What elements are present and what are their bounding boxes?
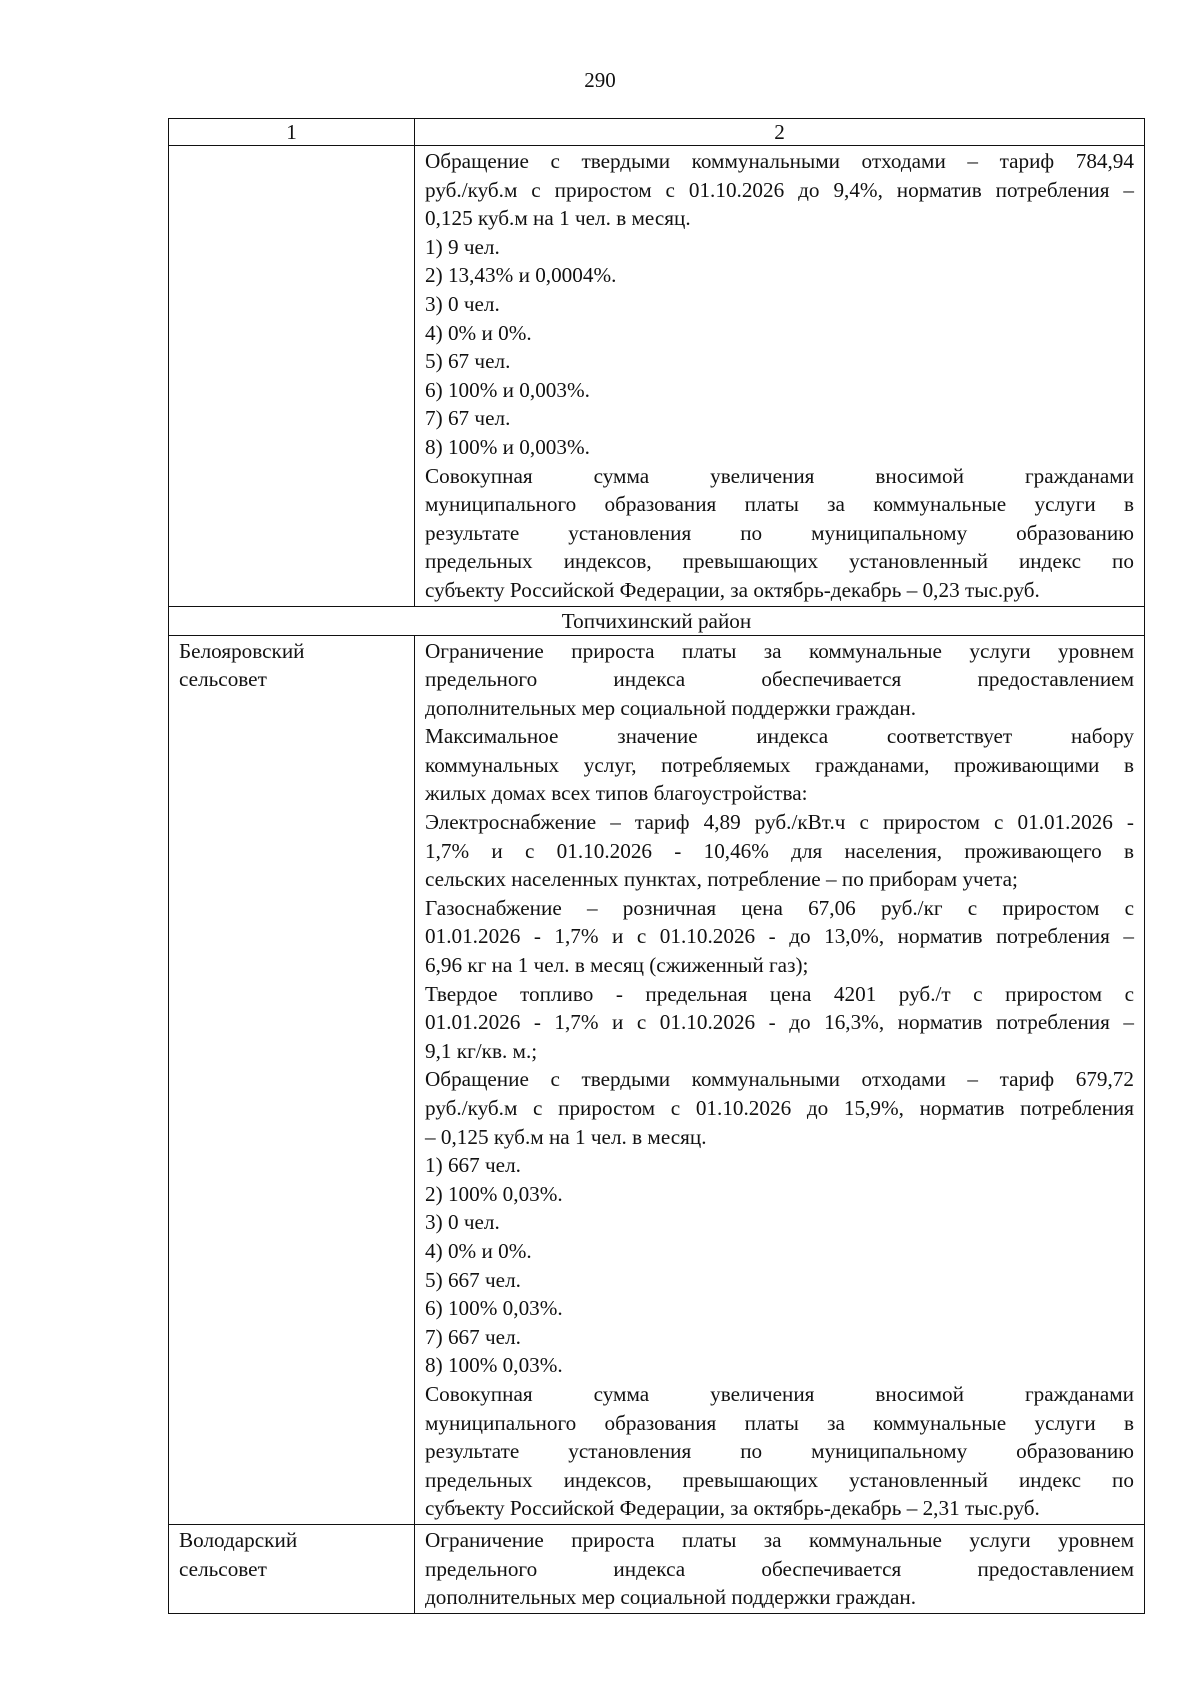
paragraph: [425, 404, 1134, 433]
text-line: субъекту Российской Федерации, за октябрь-декабрь – 0,23 тыс.руб.: [425, 577, 1040, 602]
paragraph: [425, 1323, 1134, 1352]
text-line: предельных индексов, превышающих установленный индекс по: [425, 549, 1134, 574]
table-row-beloyarovsky: [169, 635, 1145, 1524]
text-line: коммунальных услуг, потребляемых гражданами, проживающими в: [425, 752, 1134, 777]
text-line: 8) 100% и 0,003%.: [425, 434, 590, 459]
paragraph: [425, 233, 1134, 262]
text-line: дополнительных мер социальной поддержки граждан.: [425, 1585, 917, 1610]
text-line: 2) 100% 0,03%.: [425, 1181, 563, 1206]
text-line: Ограничение прироста платы за коммунальные услуги уровнем: [425, 1527, 1134, 1552]
settlement-name-cell: [169, 635, 415, 1524]
paragraph: [425, 319, 1134, 348]
text-line: Газоснабжение – розничная цена 67,06 руб./кг с приростом с: [425, 895, 1134, 920]
paragraph: [425, 1151, 1134, 1180]
text-line: предельного индекса обеспечивается предоставлением: [425, 667, 1134, 692]
paragraph: [425, 1266, 1134, 1295]
paragraph: [425, 894, 1134, 980]
paragraph: [425, 1065, 1134, 1151]
text-line: 1) 667 чел.: [425, 1153, 521, 1178]
text-line: 01.01.2026 - 1,7% и с 01.10.2026 - до 13,0%, норматив потребления –: [425, 924, 1134, 949]
text-line: предельных индексов, превышающих установленный индекс по: [425, 1467, 1134, 1492]
table-header-row: [169, 119, 1145, 146]
text-line: Обращение с твердыми коммунальными отходами – тариф 679,72: [425, 1067, 1134, 1092]
district-row: [169, 606, 1145, 635]
text-line: 6) 100% 0,03%.: [425, 1296, 563, 1321]
paragraph: [425, 290, 1134, 319]
text-line: 1,7% и с 01.10.2026 - 10,46% для населения, проживающего в: [425, 838, 1134, 863]
text-line: результате установления по муниципальному образованию: [425, 520, 1134, 545]
paragraph: [425, 1180, 1134, 1209]
paragraph: [425, 1351, 1134, 1380]
name-line: Володарский: [179, 1527, 298, 1552]
paragraph: [425, 376, 1134, 405]
text-line: результате установления по муниципальному образованию: [425, 1439, 1134, 1464]
text-line: 6,96 кг на 1 чел. в месяц (сжиженный газ);: [425, 953, 809, 978]
paragraph: [425, 1526, 1134, 1612]
text-line: Твердое топливо - предельная цена 4201 руб./т с приростом с: [425, 981, 1134, 1006]
text-line: Совокупная сумма увеличения вносимой гражданами: [425, 1381, 1134, 1406]
text-line: дополнительных мер социальной поддержки граждан.: [425, 695, 917, 720]
text-line: Электроснабжение – тариф 4,89 руб./кВт.ч с приростом с 01.01.2026 -: [425, 810, 1134, 835]
paragraph: [425, 261, 1134, 290]
paragraph: [425, 808, 1134, 894]
text-line: 6) 100% и 0,003%.: [425, 377, 590, 402]
description-cell: [415, 1524, 1145, 1613]
column-header-1: 1: [169, 119, 415, 146]
text-line: 01.01.2026 - 1,7% и с 01.10.2026 - до 16,3%, норматив потребления –: [425, 1010, 1134, 1035]
text-line: Ограничение прироста платы за коммунальные услуги уровнем: [425, 638, 1134, 663]
name-line: Белояровский: [179, 638, 305, 663]
text-line: 0,125 куб.м на 1 чел. в месяц.: [425, 206, 691, 231]
paragraph: [425, 347, 1134, 376]
paragraph: [425, 1380, 1134, 1523]
column-header-2: 2: [415, 119, 1145, 146]
name-line: сельсовет: [179, 1556, 267, 1581]
text-line: 9,1 кг/кв. м.;: [425, 1038, 538, 1063]
text-line: Совокупная сумма увеличения вносимой гражданами: [425, 463, 1134, 488]
paragraph: [425, 1294, 1134, 1323]
text-line: 1) 9 чел.: [425, 234, 500, 259]
text-line: 2) 13,43% и 0,0004%.: [425, 263, 617, 288]
text-line: 4) 0% и 0%.: [425, 320, 532, 345]
text-line: субъекту Российской Федерации, за октябрь-декабрь – 2,31 тыс.руб.: [425, 1496, 1040, 1521]
text-line: 3) 0 чел.: [425, 291, 500, 316]
settlement-name-cell: [169, 1524, 415, 1613]
paragraph: [425, 1237, 1134, 1266]
paragraph: [425, 637, 1134, 723]
tariff-table: [168, 118, 1145, 1614]
table-row-continued: [169, 146, 1145, 607]
text-line: предельного индекса обеспечивается предоставлением: [425, 1556, 1134, 1581]
paragraph: [425, 980, 1134, 1066]
text-line: жилых домах всех типов благоустройства:: [425, 781, 808, 806]
paragraph: [425, 433, 1134, 462]
text-line: 4) 0% и 0%.: [425, 1238, 532, 1263]
paragraph: [425, 1208, 1134, 1237]
district-title: Топчихинский район: [169, 606, 1145, 635]
text-line: Обращение с твердыми коммунальными отходами – тариф 784,94: [425, 149, 1134, 173]
paragraph: [425, 722, 1134, 808]
text-line: 7) 667 чел.: [425, 1324, 521, 1349]
text-line: 7) 67 чел.: [425, 406, 511, 431]
paragraph: [425, 462, 1134, 605]
text-line: сельских населенных пунктах, потребление – по приборам учета;: [425, 867, 1018, 892]
text-line: – 0,125 куб.м на 1 чел. в месяц.: [425, 1124, 707, 1149]
text-line: 5) 667 чел.: [425, 1267, 521, 1292]
name-line: сельсовет: [179, 667, 267, 692]
text-line: муниципального образования платы за коммунальные услуги в: [425, 1410, 1134, 1435]
text-line: 8) 100% 0,03%.: [425, 1353, 563, 1378]
text-line: руб./куб.м с приростом с 01.10.2026 до 15,9%, норматив потребления: [425, 1096, 1134, 1120]
text-line: Максимальное значение индекса соответствует набору: [425, 724, 1134, 749]
text-line: 5) 67 чел.: [425, 349, 511, 374]
text-line: 3) 0 чел.: [425, 1210, 500, 1235]
text-line: руб./куб.м с приростом с 01.10.2026 до 9,4%, норматив потребления –: [425, 177, 1134, 202]
page-number: 290: [584, 68, 616, 92]
paragraph: [425, 147, 1134, 233]
table-row-volodarsky: [169, 1524, 1145, 1613]
text-line: муниципального образования платы за коммунальные услуги в: [425, 492, 1134, 517]
empty-name-cell: [169, 146, 415, 607]
description-cell: [415, 635, 1145, 1524]
description-cell: [415, 146, 1145, 607]
